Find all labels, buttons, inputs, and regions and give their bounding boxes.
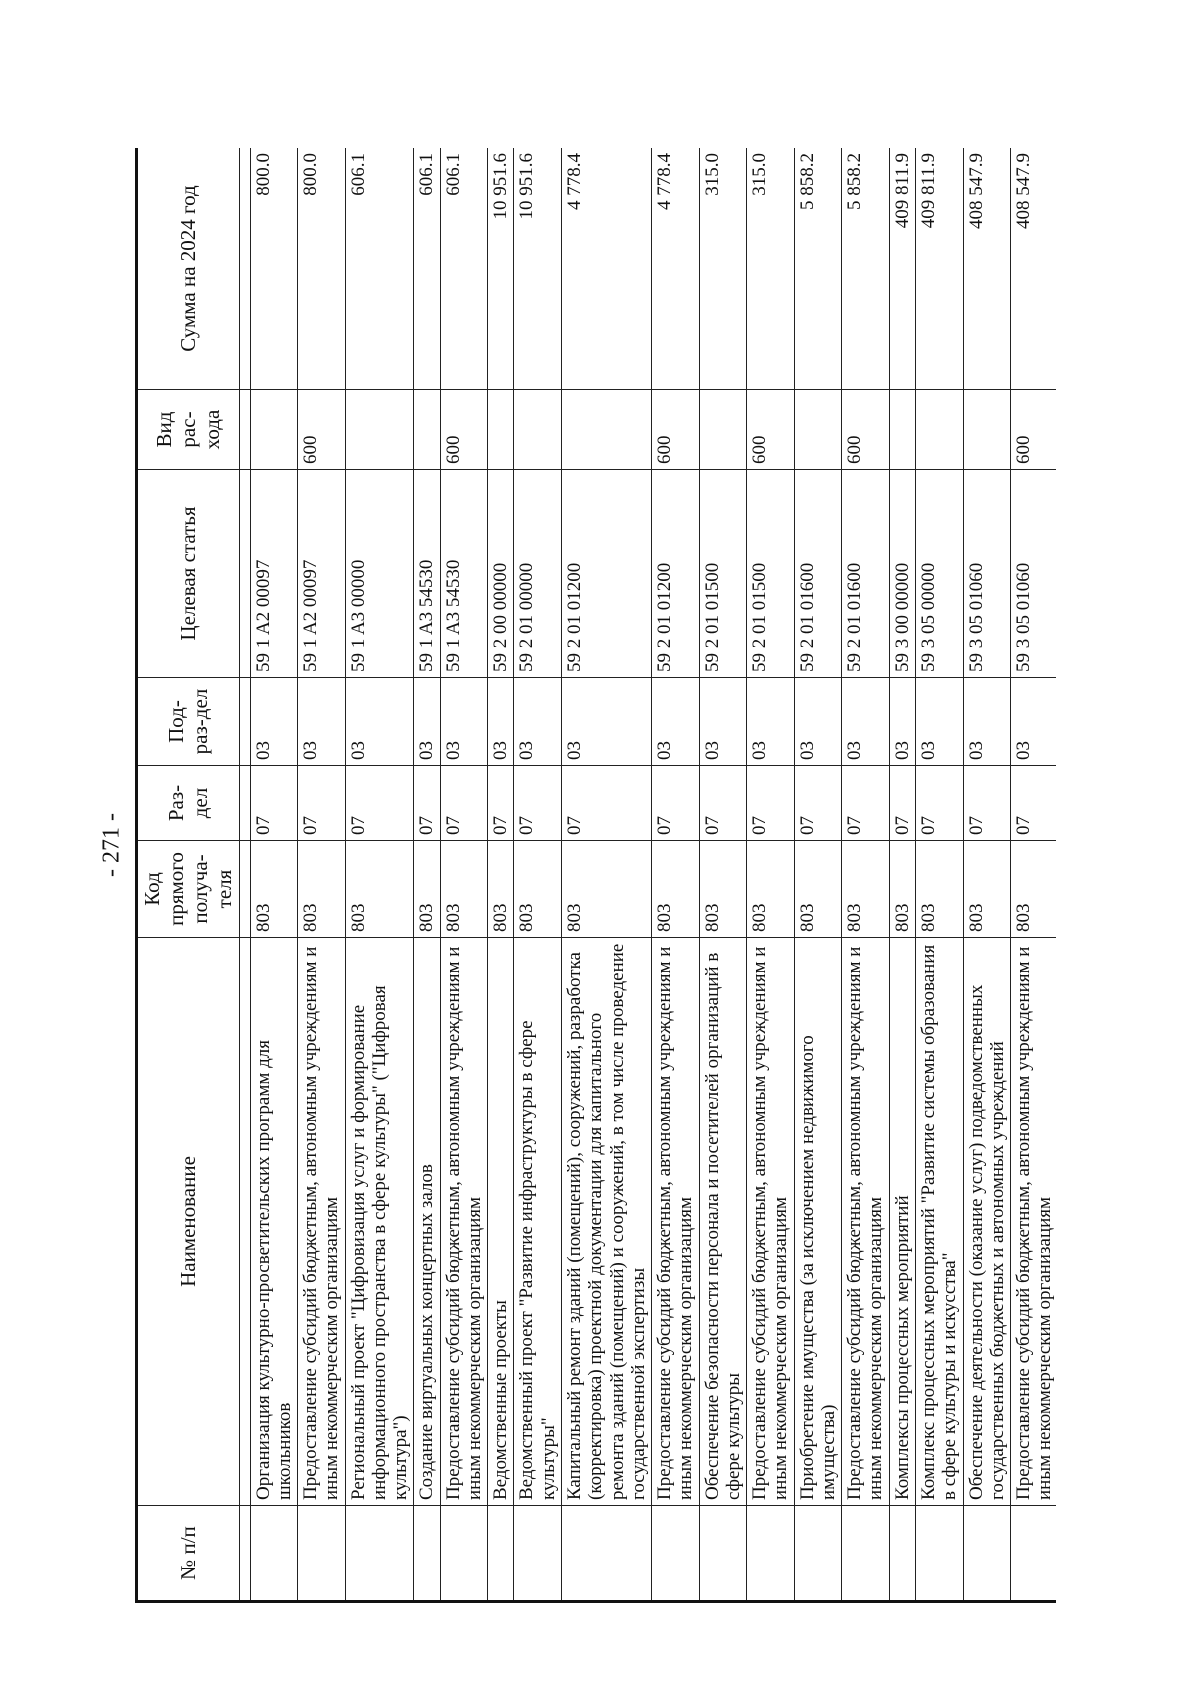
table-row xyxy=(963,148,1011,1602)
cell-num xyxy=(514,1506,562,1602)
table-row xyxy=(514,148,562,1602)
cell-target: 59 1 A2 00097 xyxy=(298,470,346,678)
cell-sum: 800.0 xyxy=(298,148,346,390)
cell-target: 59 2 01 01500 xyxy=(699,470,747,678)
cell-expense xyxy=(916,390,964,470)
budget-table xyxy=(135,148,1056,1603)
cell-recipient: 803 xyxy=(916,841,964,938)
cell-num xyxy=(889,1506,915,1602)
table-row xyxy=(699,148,747,1602)
cell-sum: 606.1 xyxy=(345,148,414,390)
cell-recipient: 803 xyxy=(298,841,346,938)
cell-expense: 600 xyxy=(1011,390,1056,470)
cell-name: Создание виртуальных концертных залов xyxy=(414,938,440,1506)
cell-name: Предоставление субсидий бюджетным, автономным учреждениям и иным некоммерческим организациям xyxy=(747,938,795,1506)
cell-sum: 800.0 xyxy=(250,148,298,390)
header-sum: Сумма на 2024 год xyxy=(137,148,240,390)
cell-recipient: 803 xyxy=(747,841,795,938)
cell-recipient: 803 xyxy=(963,841,1011,938)
cell-num xyxy=(916,1506,964,1602)
cell-num xyxy=(345,1506,414,1602)
cell-target: 59 1 A3 00000 xyxy=(345,470,414,678)
cell-sum: 5 858.2 xyxy=(842,148,890,390)
table-row xyxy=(652,148,700,1602)
page-number: - 271 - xyxy=(98,813,125,877)
table-row xyxy=(1011,148,1056,1602)
cell-name: Ведомственные проекты xyxy=(488,938,514,1506)
header-num: № п/п xyxy=(137,1506,240,1602)
table-row xyxy=(488,148,514,1602)
cell-sum: 409 811.9 xyxy=(889,148,915,390)
cell-section: 07 xyxy=(699,766,747,841)
table-row xyxy=(747,148,795,1602)
cell-num xyxy=(414,1506,440,1602)
table-body xyxy=(239,148,1056,1602)
cell-sum: 408 547.9 xyxy=(963,148,1011,390)
cell-name: Предоставление субсидий бюджетным, автономным учреждениям и иным некоммерческим организациям xyxy=(842,938,890,1506)
cell-expense: 600 xyxy=(440,390,488,470)
cell-num xyxy=(794,1506,842,1602)
cell-num xyxy=(488,1506,514,1602)
table-row xyxy=(345,148,414,1602)
cell-section: 07 xyxy=(414,766,440,841)
cell-recipient: 803 xyxy=(1011,841,1056,938)
cell-num xyxy=(250,1506,298,1602)
cell-name: Комплексы процессных мероприятий xyxy=(889,938,915,1506)
table-row xyxy=(414,148,440,1602)
header-section: Раз-дел xyxy=(137,766,240,841)
cell-name: Обеспечение безопасности персонала и посетителей организаций в сфере культуры xyxy=(699,938,747,1506)
rotated-table-frame xyxy=(135,148,1056,1603)
cell-sum: 606.1 xyxy=(414,148,440,390)
cell-target: 59 1 A3 54530 xyxy=(440,470,488,678)
cell-recipient: 803 xyxy=(414,841,440,938)
cell-target: 59 3 05 01060 xyxy=(1011,470,1056,678)
cell-sum: 315.0 xyxy=(699,148,747,390)
cell-subsection: 03 xyxy=(250,678,298,766)
cell-sum: 5 858.2 xyxy=(794,148,842,390)
cell-target: 59 2 01 01600 xyxy=(842,470,890,678)
cell-section: 07 xyxy=(440,766,488,841)
cell-expense xyxy=(345,390,414,470)
cell-expense xyxy=(250,390,298,470)
cell-name: Организация культурно-просветительских программ для школьников xyxy=(250,938,298,1506)
cell-sum: 315.0 xyxy=(747,148,795,390)
cell-target: 59 2 01 01600 xyxy=(794,470,842,678)
cell-expense: 600 xyxy=(298,390,346,470)
cell-target: 59 3 05 01060 xyxy=(963,470,1011,678)
cell-target: 59 2 00 00000 xyxy=(488,470,514,678)
cell-num xyxy=(963,1506,1011,1602)
cell-subsection: 03 xyxy=(889,678,915,766)
cell-sum: 409 811.9 xyxy=(916,148,964,390)
cell-subsection: 03 xyxy=(514,678,562,766)
cell-subsection: 03 xyxy=(963,678,1011,766)
cell-target: 59 1 A3 54530 xyxy=(414,470,440,678)
cell-sum: 10 951.6 xyxy=(514,148,562,390)
cell-target: 59 1 A2 00097 xyxy=(250,470,298,678)
cell-subsection: 03 xyxy=(562,678,652,766)
cell-section: 07 xyxy=(916,766,964,841)
cell-section: 07 xyxy=(652,766,700,841)
cell-sum: 4 778.4 xyxy=(652,148,700,390)
cell-target: 59 3 05 00000 xyxy=(916,470,964,678)
header-recipient: Код прямого получа-теля xyxy=(137,841,240,938)
cell-subsection: 03 xyxy=(298,678,346,766)
header-name: Наименование xyxy=(137,938,240,1506)
cell-expense: 600 xyxy=(842,390,890,470)
cell-section: 07 xyxy=(794,766,842,841)
cell-num xyxy=(652,1506,700,1602)
cell-sum: 10 951.6 xyxy=(488,148,514,390)
cell-expense xyxy=(562,390,652,470)
cell-recipient: 803 xyxy=(562,841,652,938)
cell-recipient: 803 xyxy=(440,841,488,938)
cell-recipient: 803 xyxy=(699,841,747,938)
cell-section: 07 xyxy=(345,766,414,841)
cell-section: 07 xyxy=(842,766,890,841)
cell-section: 07 xyxy=(963,766,1011,841)
cell-subsection: 03 xyxy=(916,678,964,766)
table-row xyxy=(250,148,298,1602)
cell-subsection: 03 xyxy=(488,678,514,766)
cell-section: 07 xyxy=(488,766,514,841)
cell-expense xyxy=(514,390,562,470)
cell-subsection: 03 xyxy=(1011,678,1056,766)
cell-subsection: 03 xyxy=(747,678,795,766)
cell-name: Предоставление субсидий бюджетным, автономным учреждениям и иным некоммерческим организациям xyxy=(298,938,346,1506)
cell-target: 59 2 01 01500 xyxy=(747,470,795,678)
cell-section: 07 xyxy=(747,766,795,841)
cell-subsection: 03 xyxy=(345,678,414,766)
cell-subsection: 03 xyxy=(842,678,890,766)
cell-subsection: 03 xyxy=(440,678,488,766)
cell-target: 59 2 01 01200 xyxy=(562,470,652,678)
cell-recipient: 803 xyxy=(250,841,298,938)
table-row xyxy=(794,148,842,1602)
cell-sum: 408 547.9 xyxy=(1011,148,1056,390)
cell-subsection: 03 xyxy=(699,678,747,766)
header-subsection: Под-раз-дел xyxy=(137,678,240,766)
cell-section: 07 xyxy=(298,766,346,841)
table-row xyxy=(842,148,890,1602)
table-box xyxy=(135,148,1056,1603)
cell-num xyxy=(747,1506,795,1602)
cell-expense xyxy=(963,390,1011,470)
cell-section: 07 xyxy=(562,766,652,841)
header-row xyxy=(137,148,240,1602)
cell-recipient: 803 xyxy=(889,841,915,938)
cell-num xyxy=(699,1506,747,1602)
cell-recipient: 803 xyxy=(488,841,514,938)
cell-num xyxy=(1011,1506,1056,1602)
cell-name: Предоставление субсидий бюджетным, автономным учреждениям и иным некоммерческим организациям xyxy=(440,938,488,1506)
cell-name: Обеспечение деятельности (оказание услуг) подведомственных государственных бюджетных и автономных учреждений xyxy=(963,938,1011,1506)
cell-expense xyxy=(889,390,915,470)
cell-expense: 600 xyxy=(747,390,795,470)
cell-subsection: 03 xyxy=(414,678,440,766)
cell-subsection: 03 xyxy=(794,678,842,766)
cell-target: 59 2 01 01200 xyxy=(652,470,700,678)
cell-sum: 606.1 xyxy=(440,148,488,390)
cell-target: 59 3 00 00000 xyxy=(889,470,915,678)
cell-target: 59 2 01 00000 xyxy=(514,470,562,678)
cell-recipient: 803 xyxy=(652,841,700,938)
cell-expense xyxy=(699,390,747,470)
table-row xyxy=(298,148,346,1602)
cell-name: Приобретение имущества (за исключением недвижимого имущества) xyxy=(794,938,842,1506)
table-row xyxy=(440,148,488,1602)
header-expense: Вид рас-хода xyxy=(137,390,240,470)
cell-expense xyxy=(488,390,514,470)
cell-section: 07 xyxy=(250,766,298,841)
cell-num xyxy=(440,1506,488,1602)
cell-expense xyxy=(414,390,440,470)
cell-recipient: 803 xyxy=(794,841,842,938)
cell-name: Капитальный ремонт зданий (помещений), сооружений, разработка (корректировка) проектной документации для капитального ремонта зданий (помещений) и сооружений, в том числе проведение государственной экспертизы xyxy=(562,938,652,1506)
cell-section: 07 xyxy=(514,766,562,841)
table-row xyxy=(562,148,652,1602)
cell-section: 07 xyxy=(889,766,915,841)
cell-name: Комплекс процессных мероприятий "Развитие системы образования в сфере культуры и искусства" xyxy=(916,938,964,1506)
cell-sum: 4 778.4 xyxy=(562,148,652,390)
cell-recipient: 803 xyxy=(842,841,890,938)
cell-num xyxy=(562,1506,652,1602)
table-row xyxy=(889,148,915,1602)
cell-recipient: 803 xyxy=(514,841,562,938)
cell-recipient: 803 xyxy=(345,841,414,938)
cell-num xyxy=(842,1506,890,1602)
cell-name: Ведомственный проект "Развитие инфраструктуры в сфере культуры" xyxy=(514,938,562,1506)
cell-subsection: 03 xyxy=(652,678,700,766)
cell-expense xyxy=(794,390,842,470)
table-row xyxy=(916,148,964,1602)
header-target: Целевая статья xyxy=(137,470,240,678)
cell-num xyxy=(298,1506,346,1602)
cell-section: 07 xyxy=(1011,766,1056,841)
cell-expense: 600 xyxy=(652,390,700,470)
cell-name: Региональный проект "Цифровизация услуг и формирование информационного пространства в сфере культуры" ("Цифровая культура") xyxy=(345,938,414,1506)
spacer-row xyxy=(239,148,250,1602)
cell-name: Предоставление субсидий бюджетным, автономным учреждениям и иным некоммерческим организациям xyxy=(652,938,700,1506)
cell-name: Предоставление субсидий бюджетным, автономным учреждениям и иным некоммерческим организациям xyxy=(1011,938,1056,1506)
